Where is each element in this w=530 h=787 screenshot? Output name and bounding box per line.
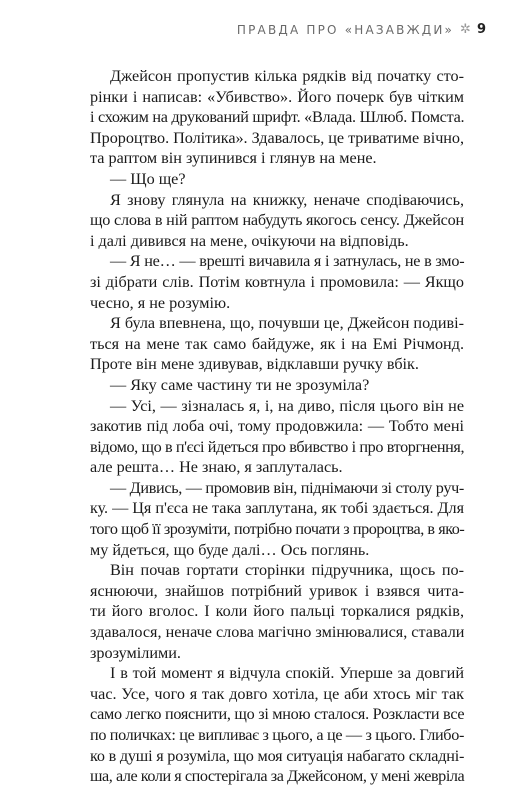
text-line: та раптом він зупинився і глянув на мене. — [90, 149, 377, 168]
text-line: само легко пояснити, що зі мною сталося. Розкласти все — [90, 705, 465, 724]
text-line: ша, але коли я спостерігала за Джейсоном, у мені жевріла — [90, 767, 465, 786]
text-line: ти його вголос. І коли його пальці торкалися рядків, — [90, 602, 464, 621]
text-line: яснюючи, знайшов потрібний уривок і взявся чита- — [90, 581, 464, 600]
text-line: — Дивись, — промовив він, піднімаючи зі столу руч- — [110, 478, 464, 497]
text-line: — Я не… — врешті вичавила я і затнулась, не в змо- — [110, 252, 465, 271]
text-line: час. Усе, чого я так довго хотіла, це аби хтось міг так — [90, 684, 464, 703]
text-line: ко в душі я розуміла, що моя ситуація набагато складні- — [90, 746, 465, 765]
text-line: Джейсон пропустив кілька рядків від початку сто- — [110, 67, 464, 85]
text-line: ку. — Ця п'єса не така заплутана, як тобі здається. Для — [90, 499, 464, 518]
text-line: Проте він мене здивував, відклавши ручку вбік. — [90, 355, 419, 374]
text-line: зі дібрати слів. Потім ковтнула і промовила: — Якщо — [90, 272, 464, 291]
text-line: Я знову глянула на книжку, неначе сподіваючись, — [110, 190, 464, 209]
text-line: Він почав гортати сторінки підручника, щось по- — [110, 561, 464, 580]
running-title: ПРАВДА ПРО «НАЗАВЖДИ» — [236, 22, 455, 37]
text-line: того щоб її зрозуміти, потрібно почати з пророцтва, в яко- — [90, 520, 465, 539]
text-line: му йдеться, що буде далі… Ось поглянь. — [90, 540, 370, 559]
text-line: по поличках: це випливає з цього, а це — з цього. Глибо- — [90, 726, 464, 744]
text-line: І в той момент я відчула спокій. Уперше за довгий — [110, 664, 464, 683]
text-line: Пророцтво. Політика». Здавалось, це триватиме вічно, — [90, 128, 464, 147]
text-line: — Яку саме частину ти не зрозуміла? — [110, 375, 370, 394]
text-line: — Що ще? — [110, 169, 186, 188]
text-line: і схожим на друкований шрифт. «Влада. Шлюб. Помста. — [90, 108, 465, 127]
text-line: Я була впевнена, що, почувши це, Джейсон подиві- — [110, 314, 464, 333]
text-line: зрозумілими. — [90, 643, 181, 662]
text-line: здавалося, неначе слова магічно змінювалися, ставали — [90, 623, 465, 642]
text-line: відомо, що в п'єсі йдеться про вбивство і про вторгнення, — [90, 437, 465, 456]
ornament-icon: ✲ — [460, 22, 471, 37]
text-line: рінки і написав: «Убивство». Його почерк був чітким — [90, 87, 464, 106]
text-line: і далі дивився на мене, очікуючи на відповідь. — [90, 231, 409, 250]
page-number: 9 — [476, 22, 486, 37]
text-line: що слова в ній раптом набудуть якогось сенсу. Джейсон — [90, 211, 464, 230]
text-line: ться на мене так само байдуже, як і на Емі Річмонд. — [90, 334, 464, 353]
text-line: чесно, я не розумію. — [90, 293, 231, 312]
running-head — [237, 22, 486, 37]
text-line: але решта… Не знаю, я заплуталась. — [90, 458, 343, 477]
body-text — [90, 66, 464, 787]
text-line: закотив під лоба очі, тому продовжила: — Тобто мені — [90, 417, 464, 436]
text-line: — Усі, — зізналась я, і, на диво, після цього він не — [110, 396, 464, 415]
